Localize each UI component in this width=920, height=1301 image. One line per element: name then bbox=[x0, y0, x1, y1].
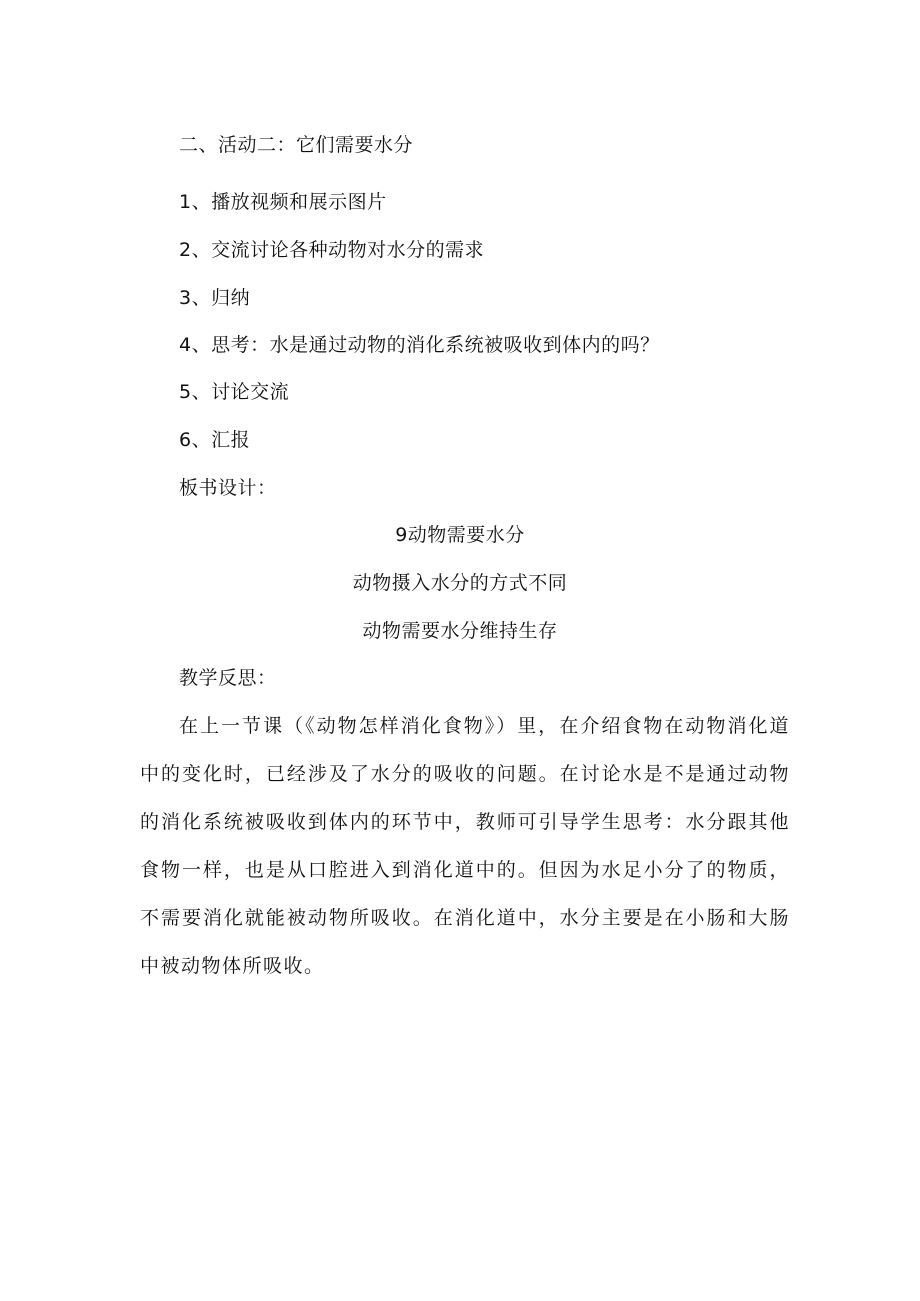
step-item-6: 6、汇报 bbox=[179, 429, 251, 451]
board-design-title: 9动物需要水分 bbox=[395, 524, 525, 546]
section-heading: 二、活动二：它们需要水分 bbox=[179, 134, 414, 156]
board-design-label: 板书设计： bbox=[179, 477, 277, 499]
step-item-1: 1、播放视频和展示图片 bbox=[179, 191, 387, 213]
step-item-4: 4、思考：水是通过动物的消化系统被吸收到体内的吗？ bbox=[179, 334, 660, 356]
step-item-3: 3、归纳 bbox=[179, 287, 251, 309]
step-item-2: 2、交流讨论各种动物对水分的需求 bbox=[179, 239, 485, 261]
step-item-5: 5、讨论交流 bbox=[179, 381, 290, 403]
reflection-paragraph: 在上一节课（《动物怎样消化食物》）里，在介绍食物在动物消化道中的变化时，已经涉及了水分的吸收的问题。在讨论水是不是通过动物的消化系统被吸收到体内的环节中，教师可引导学生思考：水分跟其他食物一样，也是从口腔进入到消化道中的。但因为水足小分了的物质，不需要消化就能被动物所吸收。在消化道中，水分主要是在小肠和大肠中被动物体所吸收。 bbox=[140, 715, 790, 977]
reflection-label: 教学反思： bbox=[179, 667, 277, 689]
board-design-line-3: 动物需要水分维持生存 bbox=[362, 620, 558, 642]
board-design-line-2: 动物摄入水分的方式不同 bbox=[352, 572, 568, 594]
